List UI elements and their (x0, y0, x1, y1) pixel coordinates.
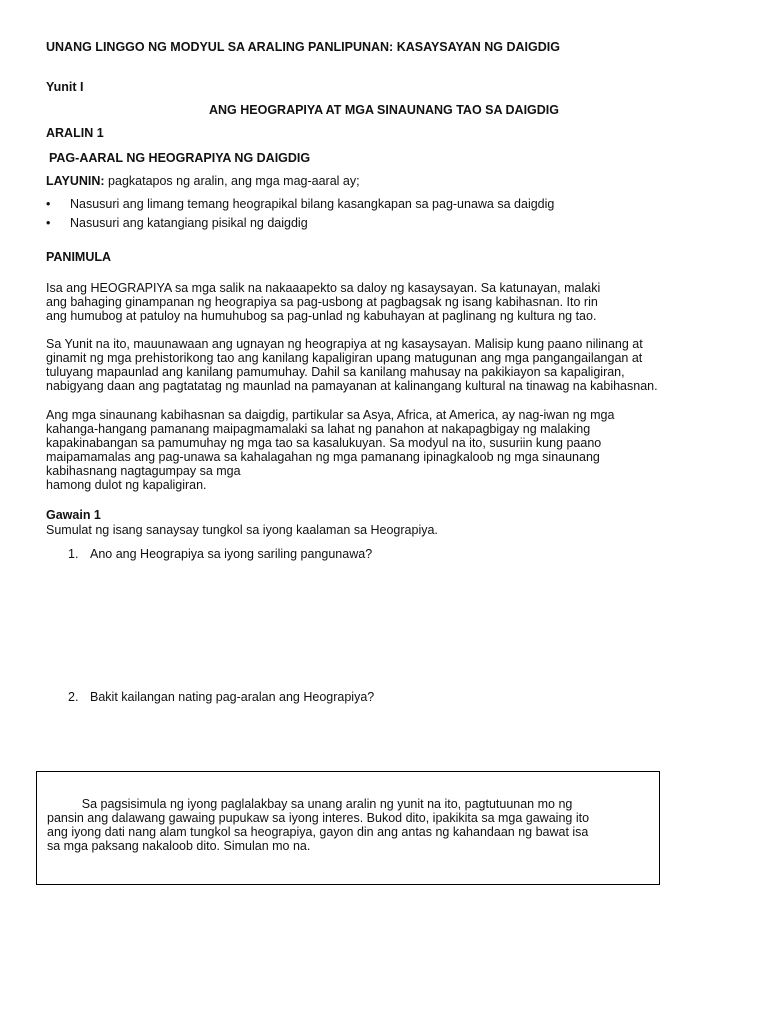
intro-heading: PANIMULA (46, 250, 112, 264)
list-item (46, 197, 554, 216)
paragraph-line: nabigyang daan ang pagtatatag ng maunlad na pamayanan at kalinangang kultural na tinawag na kabihasnan. (46, 379, 658, 393)
question-number: 1. (68, 547, 79, 561)
question-1 (68, 547, 372, 561)
note-line: ang iyong dati nang alam tungkol sa heograpiya, gayon din ang antas ng kahandaan ng bawat isa (47, 825, 589, 839)
question-number: 2. (68, 690, 79, 704)
paragraph-line: ang humubog at patuloy na humuhubog sa pag-unlad ng kabuhayan at paglinang ng kultura ng tao. (46, 309, 597, 323)
note-line: pansin ang dalawang gawaing pupukaw sa iyong interes. Bukod dito, ipakikita sa mga gawaing ito (47, 811, 590, 825)
activity-heading: Gawain 1 (46, 508, 101, 522)
note-box (36, 771, 660, 885)
paragraph-line: maipamamalas ang pag-unawa sa kahalagahan ng mga pamanang ipinagkaloob ng mga sinaunang (46, 450, 600, 464)
list-item (46, 216, 554, 235)
paragraph-line: Sa Yunit na ito, mauunawaan ang ugnayan ng heograpiya at ng kasaysayan. Malisip kung paano nilinang at (46, 337, 643, 351)
objective-text: Nasusuri ang katangiang pisikal ng daigdig (70, 216, 308, 230)
bullet-icon: • (46, 216, 51, 230)
answer-area-1[interactable] (68, 566, 708, 676)
note-line: sa mga paksang nakaloob dito. Simulan mo na. (47, 839, 311, 853)
question-text: Bakit kailangan nating pag-aralan ang Heograpiya? (90, 690, 375, 704)
objective-text: Nasusuri ang limang temang heograpikal bilang kasangkapan sa pag-unawa sa daigdig (70, 197, 555, 211)
note-line: Sa pagsisimula ng iyong paglalakbay sa unang aralin ng yunit na ito, pagtutuunan mo ng (47, 797, 573, 811)
paragraph-line: kapakinabangan sa pamumuhay ng mga tao sa kasalukuyan. Sa modyul na ito, susuriin kung paano (46, 436, 602, 450)
unit-label: Yunit I (46, 80, 84, 94)
objectives-line (46, 174, 360, 188)
objectives-intro: pagkatapos ng aralin, ang mga mag-aaral ay; (104, 174, 360, 188)
intro-paragraph-2 (46, 337, 726, 393)
module-title: UNANG LINGGO NG MODYUL SA ARALING PANLIPUNAN: KASAYSAYAN NG DAIGDIG (46, 40, 560, 54)
question-text: Ano ang Heograpiya sa iyong sariling pangunawa? (90, 547, 373, 561)
lesson-label: ARALIN 1 (46, 126, 104, 140)
paragraph-line: kabihasnang nagtagumpay sa mga (46, 464, 241, 478)
paragraph-line: ginamit ng mga prehistorikong tao ang kanilang kapaligiran upang matugunan ang mga pangangailangan at (46, 351, 643, 365)
paragraph-line: kahanga-hangang pamanang maipagmamalaki sa lahat ng panahon at nakapagbigay ng malaking (46, 422, 591, 436)
answer-area-2[interactable] (68, 709, 708, 764)
intro-paragraph-1 (46, 281, 726, 323)
question-2 (68, 690, 374, 704)
bullet-icon: • (46, 197, 51, 211)
paragraph-line: Ang mga sinaunang kabihasnan sa daigdig, partikular sa Asya, Africa, at America, ay nag-iwan ng mga (46, 408, 615, 422)
objectives-list (46, 197, 554, 235)
paragraph-line: Isa ang HEOGRAPIYA sa mga salik na nakaaapekto sa daloy ng kasaysayan. Sa katunayan, malaki (46, 281, 601, 295)
paragraph-line: ang bahaging ginampanan ng heograpiya sa pag-usbong at pagbagsak ng isang kabihasnan. Ito rin (46, 295, 598, 309)
lesson-title: PAG-AARAL NG HEOGRAPIYA NG DAIGDIG (49, 151, 311, 165)
activity-instruction: Sumulat ng isang sanaysay tungkol sa iyong kaalaman sa Heograpiya. (46, 523, 438, 537)
objectives-label: LAYUNIN: (46, 174, 105, 188)
note-text (47, 797, 657, 853)
intro-paragraph-3 (46, 408, 726, 492)
paragraph-line: tuluyang mapaunlad ang kanilang pamumuhay. Dahil sa kanilang mahusay na pakikiayon sa kapaligiran, (46, 365, 625, 379)
unit-title: ANG HEOGRAPIYA AT MGA SINAUNANG TAO SA DAIGDIG (208, 103, 559, 117)
paragraph-line: hamong dulot ng kapaligiran. (46, 478, 207, 492)
